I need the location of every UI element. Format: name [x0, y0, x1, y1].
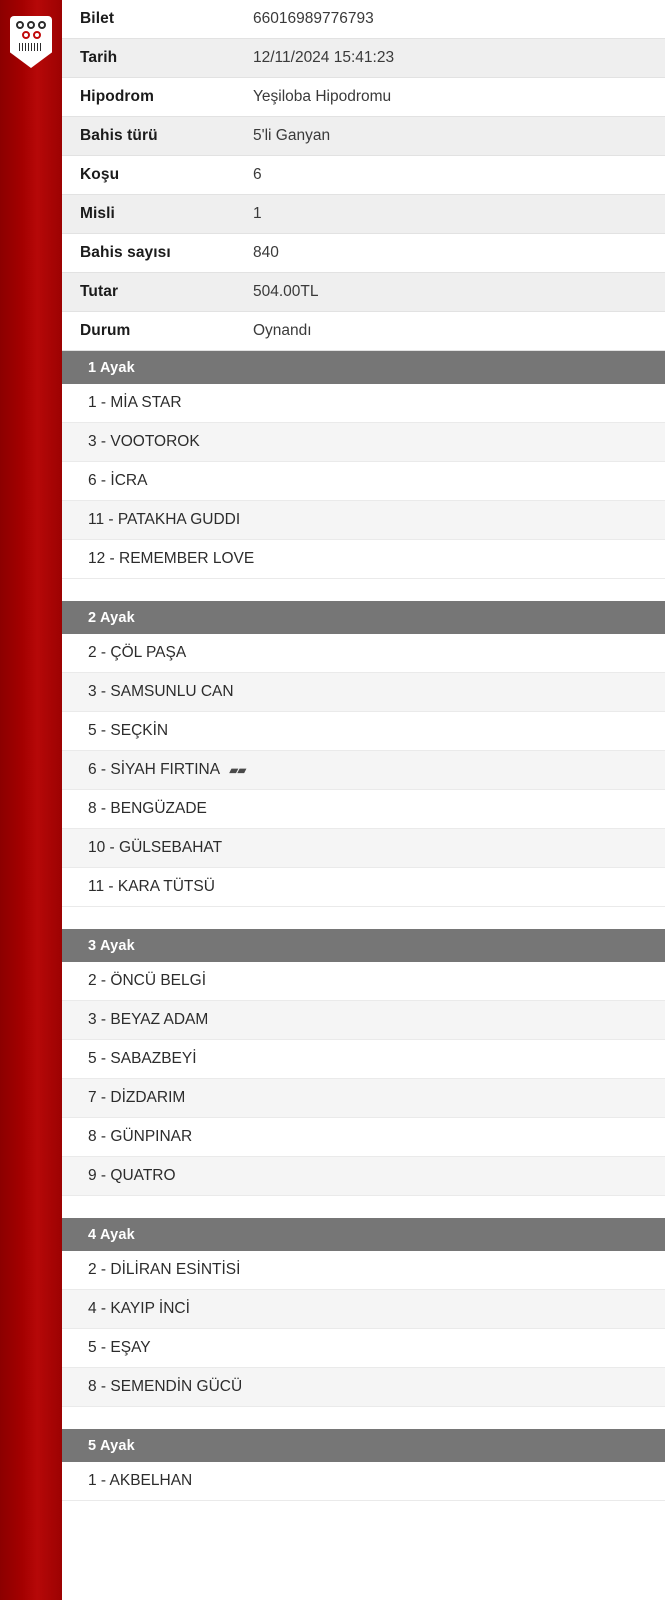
- horse-label: 3 - SAMSUNLU CAN: [88, 683, 234, 700]
- horse-label: 3 - VOOTOROK: [88, 433, 200, 450]
- info-value: Yeşiloba Hipodromu: [253, 88, 392, 105]
- ring-icon: [38, 21, 46, 29]
- list-item[interactable]: [62, 1290, 665, 1329]
- shield-icon: [10, 16, 52, 68]
- list-item[interactable]: [62, 1251, 665, 1290]
- info-label: Durum: [80, 322, 131, 339]
- list-item[interactable]: [62, 712, 665, 751]
- table-row: [62, 156, 665, 195]
- leg-divider: [62, 907, 665, 929]
- leg-header-1: 1 Ayak: [62, 351, 665, 384]
- horse-label: 2 - ÇÖL PAŞA: [88, 644, 187, 661]
- list-item[interactable]: [62, 1118, 665, 1157]
- list-item[interactable]: [62, 1462, 665, 1501]
- list-item[interactable]: [62, 673, 665, 712]
- table-row: [62, 0, 665, 39]
- list-item[interactable]: [62, 829, 665, 868]
- horse-label: 9 - QUATRO: [88, 1167, 176, 1184]
- horse-label: 4 - KAYIP İNCİ: [88, 1300, 190, 1317]
- horse-label: 5 - SABAZBEYİ: [88, 1050, 197, 1067]
- blinkers-icon: ▰▰: [229, 763, 246, 777]
- barcode-icon: [19, 43, 43, 51]
- info-value: 840: [253, 244, 279, 261]
- list-item[interactable]: [62, 501, 665, 540]
- info-label: Bilet: [80, 10, 115, 27]
- leg-header-3: 3 Ayak: [62, 929, 665, 962]
- list-item[interactable]: [62, 384, 665, 423]
- info-label: Bahis sayısı: [80, 244, 171, 261]
- info-label: Tarih: [80, 49, 118, 66]
- horse-label: 7 - DİZDARIM: [88, 1089, 186, 1106]
- table-row: [62, 39, 665, 78]
- leg-divider: [62, 1407, 665, 1429]
- ring-icon: [27, 21, 35, 29]
- horse-label: 11 - KARA TÜTSÜ: [88, 878, 215, 895]
- list-item[interactable]: [62, 1079, 665, 1118]
- horse-label: 2 - DİLİRAN ESİNTİSİ: [88, 1261, 241, 1278]
- table-row: [62, 195, 665, 234]
- info-value: 504.00TL: [253, 283, 319, 300]
- horse-label: 2 - ÖNCÜ BELGİ: [88, 972, 206, 989]
- table-row: [62, 312, 665, 351]
- list-item[interactable]: [62, 634, 665, 673]
- list-item[interactable]: [62, 1157, 665, 1196]
- info-value: 12/11/2024 15:41:23: [253, 49, 395, 66]
- info-label: Bahis türü: [80, 127, 158, 144]
- leg-divider: [62, 579, 665, 601]
- list-item[interactable]: [62, 1329, 665, 1368]
- list-item[interactable]: [62, 1368, 665, 1407]
- logo-rings-bottom: [22, 31, 41, 39]
- table-row: [62, 234, 665, 273]
- list-item[interactable]: [62, 751, 665, 790]
- list-item[interactable]: [62, 962, 665, 1001]
- horse-label: 5 - EŞAY: [88, 1339, 151, 1356]
- horse-label: 8 - GÜNPINAR: [88, 1128, 193, 1145]
- table-row: [62, 117, 665, 156]
- leg-header-5: 5 Ayak: [62, 1429, 665, 1462]
- horse-label: 8 - SEMENDİN GÜCÜ: [88, 1378, 243, 1395]
- ring-icon: [22, 31, 30, 39]
- ring-icon: [16, 21, 24, 29]
- horse-label: 6 - İCRA: [88, 472, 148, 489]
- table-row: [62, 78, 665, 117]
- ticket-content: [62, 0, 665, 1600]
- logo-rings-top: [16, 21, 46, 29]
- horse-label: 5 - SEÇKİN: [88, 722, 169, 739]
- leg-header-4: 4 Ayak: [62, 1218, 665, 1251]
- list-item[interactable]: [62, 1001, 665, 1040]
- horse-label: 11 - PATAKHA GUDDI: [88, 511, 241, 528]
- table-row: [62, 273, 665, 312]
- list-item[interactable]: [62, 868, 665, 907]
- tjk-shield-logo: [10, 16, 52, 68]
- list-item[interactable]: [62, 540, 665, 579]
- horse-label: 8 - BENGÜZADE: [88, 800, 207, 817]
- list-item[interactable]: [62, 1040, 665, 1079]
- info-value: 6: [253, 166, 262, 183]
- list-item[interactable]: [62, 462, 665, 501]
- leg-header-2: 2 Ayak: [62, 601, 665, 634]
- info-label: Hipodrom: [80, 88, 154, 105]
- info-value: 1: [253, 205, 262, 222]
- horse-label: 10 - GÜLSEBAHAT: [88, 839, 223, 856]
- leg-divider: [62, 1196, 665, 1218]
- info-label: Tutar: [80, 283, 119, 300]
- brand-rail: [0, 0, 62, 1600]
- list-item[interactable]: [62, 423, 665, 462]
- horse-label: 1 - AKBELHAN: [88, 1472, 193, 1489]
- horse-label: 12 - REMEMBER LOVE: [88, 550, 255, 567]
- list-item[interactable]: [62, 790, 665, 829]
- info-label: Misli: [80, 205, 115, 222]
- info-value: 66016989776793: [253, 10, 374, 27]
- ticket-info-table: [62, 0, 665, 351]
- horse-label: 1 - MİA STAR: [88, 394, 182, 411]
- horse-label: 3 - BEYAZ ADAM: [88, 1011, 209, 1028]
- ring-icon: [33, 31, 41, 39]
- info-value: 5'li Ganyan: [253, 127, 331, 144]
- info-label: Koşu: [80, 166, 120, 183]
- info-value: Oynandı: [253, 322, 312, 339]
- horse-label: 6 - SİYAH FIRTINA: [88, 761, 221, 778]
